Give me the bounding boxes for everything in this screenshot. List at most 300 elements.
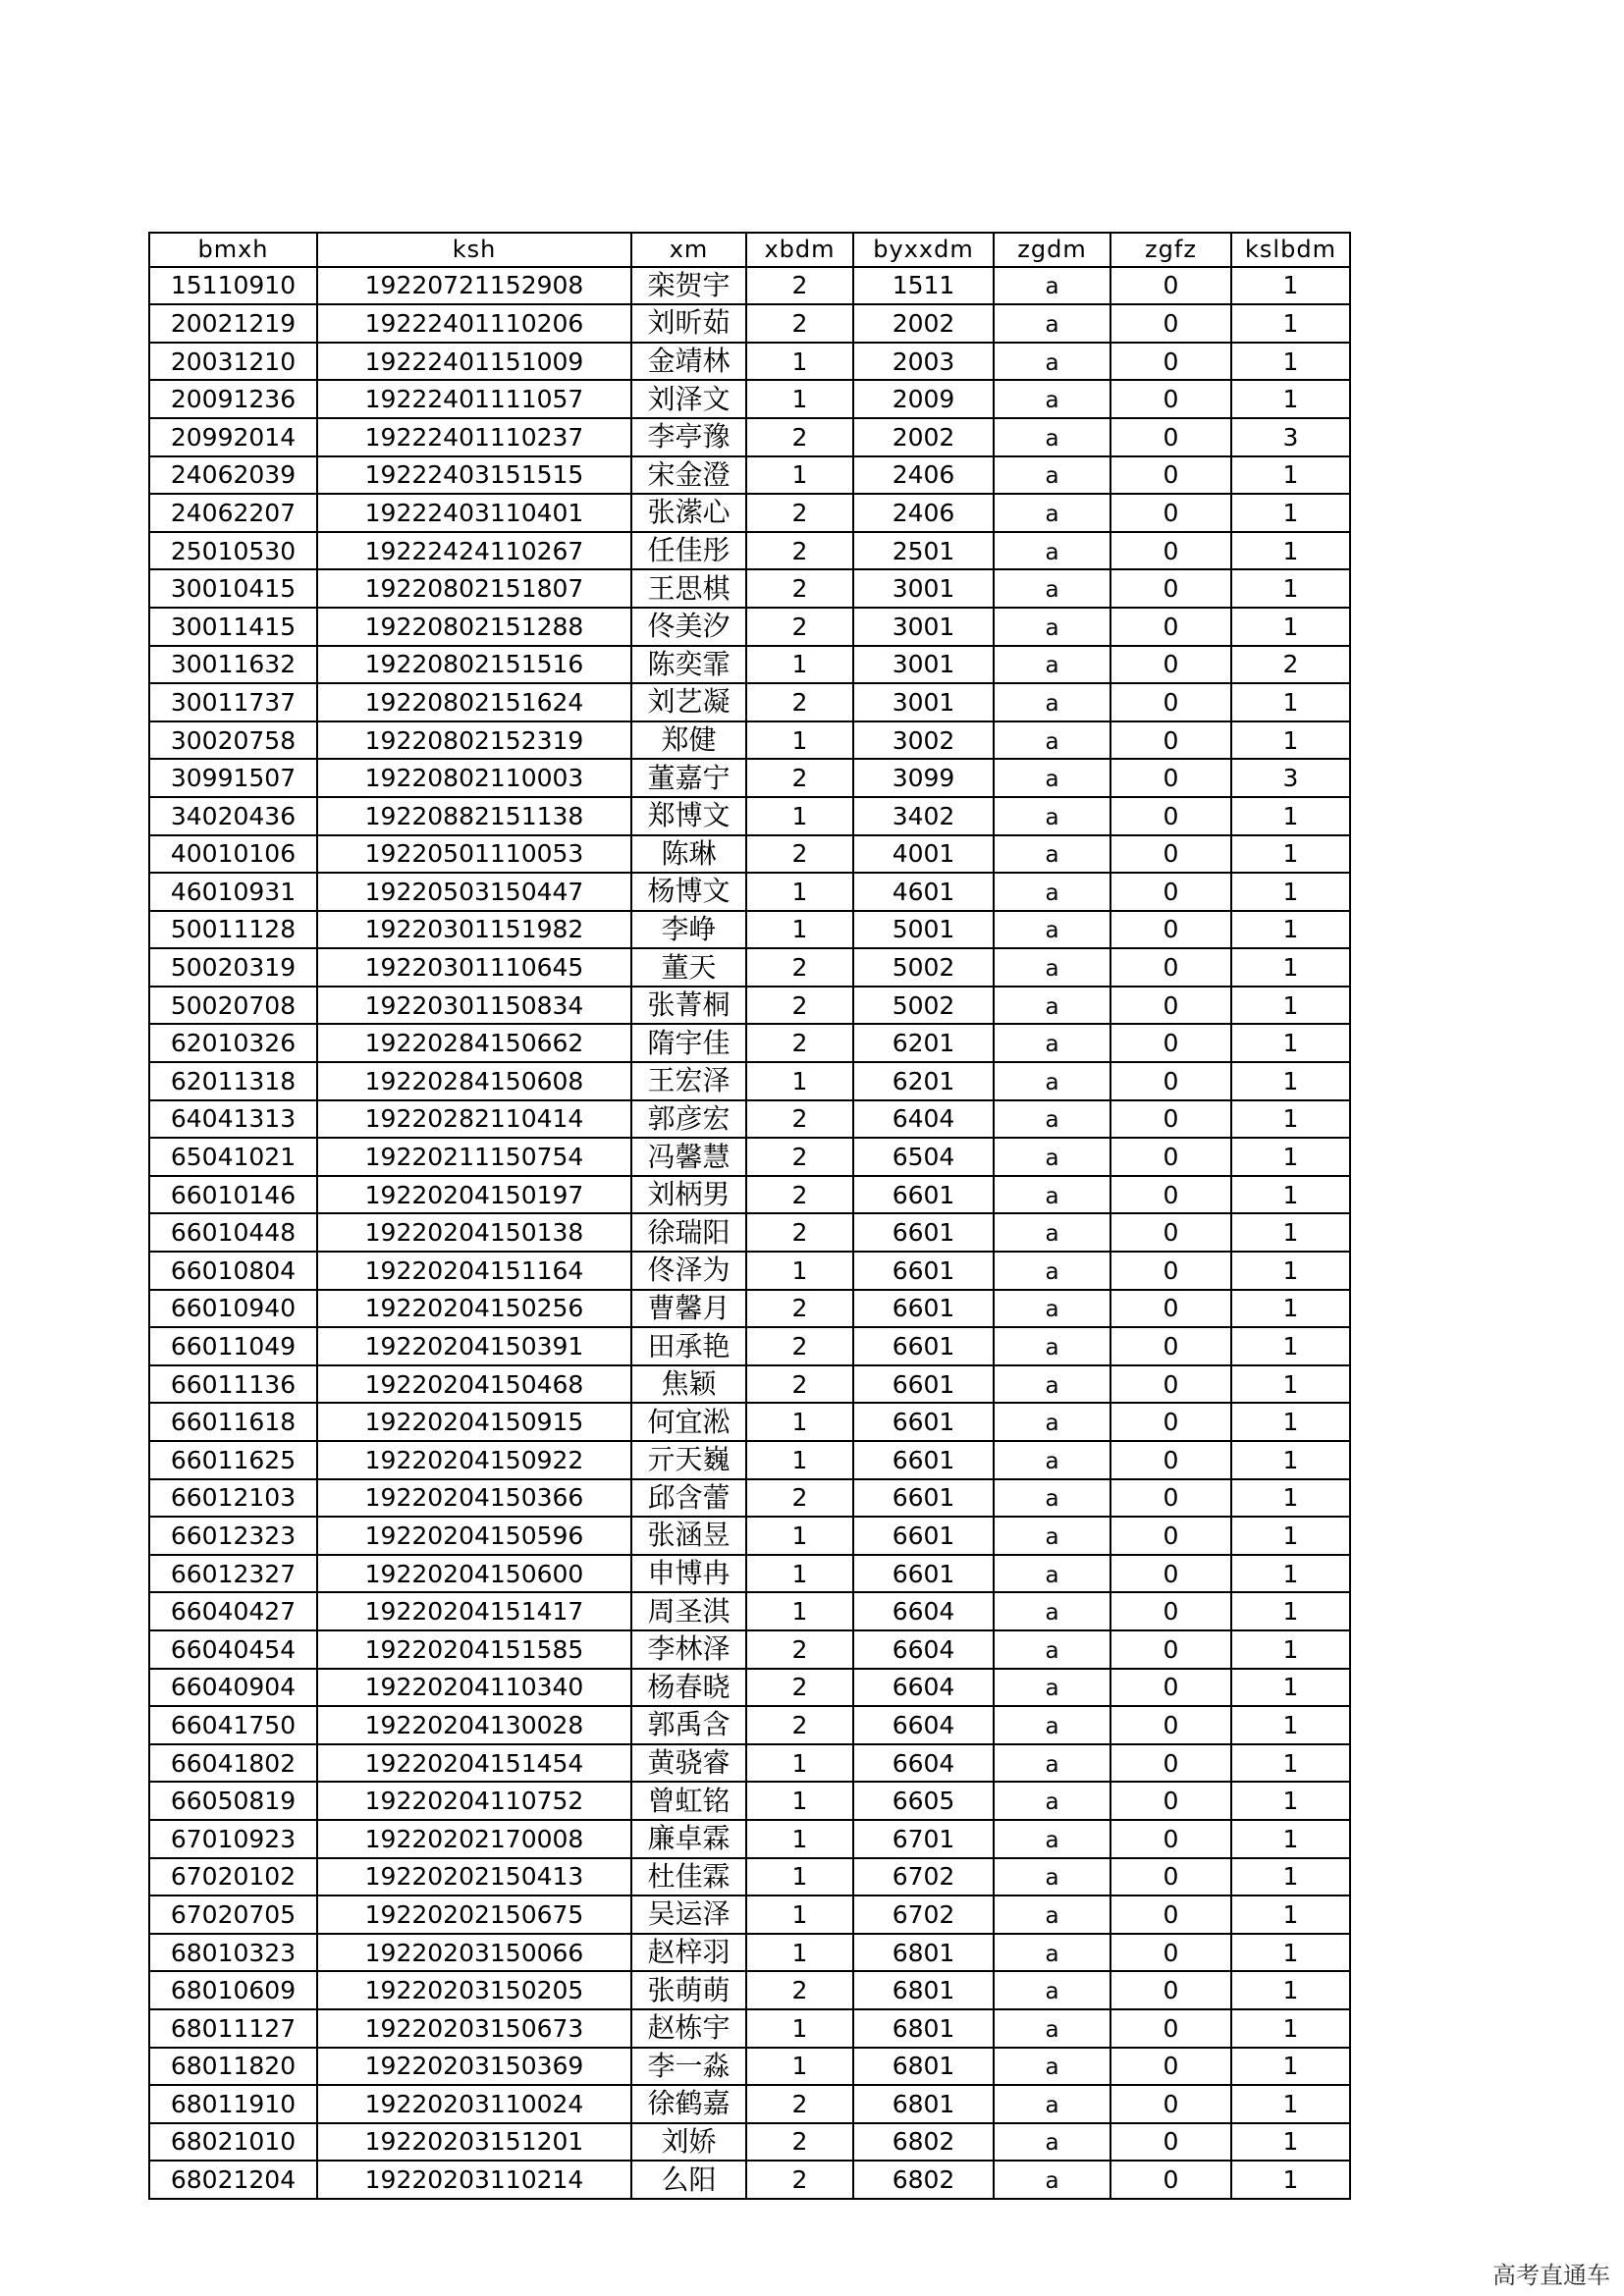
cell-xbdm: 2 [746,418,853,456]
cell-bmxh: 62010326 [149,1024,317,1062]
table-row [149,835,1350,874]
cell-zgfz: 0 [1110,267,1231,305]
cell-zgdm: a [994,948,1110,987]
cell-kslbdm: 1 [1231,987,1350,1025]
cell-kslbdm: 1 [1231,569,1350,608]
table-row [149,1820,1350,1858]
cell-kslbdm: 1 [1231,1024,1350,1062]
cell-xm: 黄骁睿 [631,1744,746,1783]
table-row [149,1024,1350,1062]
cell-kslbdm: 1 [1231,380,1350,418]
cell-ksh: 19220204151164 [317,1252,631,1290]
cell-zgfz: 0 [1110,1858,1231,1896]
cell-byxxdm: 2002 [853,304,994,343]
cell-zgfz: 0 [1110,1176,1231,1214]
cell-xbdm: 2 [746,532,853,570]
cell-ksh: 19220802151288 [317,608,631,646]
cell-byxxdm: 6601 [853,1213,994,1252]
cell-xbdm: 2 [746,1176,853,1214]
cell-bmxh: 30011415 [149,608,317,646]
table-row [149,646,1350,684]
cell-zgdm: a [994,2048,1110,2086]
cell-kslbdm: 1 [1231,1592,1350,1630]
cell-xm: 郑博文 [631,797,746,835]
cell-xbdm: 1 [746,1403,853,1441]
cell-bmxh: 66010146 [149,1176,317,1214]
cell-zgfz: 0 [1110,1782,1231,1820]
cell-kslbdm: 1 [1231,873,1350,911]
cell-bmxh: 66011049 [149,1327,317,1365]
cell-zgdm: a [994,343,1110,381]
cell-zgdm: a [994,1213,1110,1252]
cell-zgdm: a [994,797,1110,835]
cell-bmxh: 65041021 [149,1138,317,1176]
cell-kslbdm: 1 [1231,1365,1350,1404]
cell-zgdm: a [994,1062,1110,1100]
table-row [149,1858,1350,1896]
cell-ksh: 19220204150366 [317,1479,631,1518]
cell-xm: 郭彦宏 [631,1100,746,1139]
watermark-text: 高考直通车 [1492,2262,1610,2289]
table-row [149,2123,1350,2162]
cell-kslbdm: 1 [1231,1517,1350,1555]
cell-xm: 刘娇 [631,2123,746,2162]
cell-zgdm: a [994,1820,1110,1858]
cell-bmxh: 50020319 [149,948,317,987]
column-header-kslbdm: kslbdm [1231,233,1350,267]
cell-byxxdm: 6601 [853,1252,994,1290]
cell-bmxh: 30011737 [149,683,317,721]
cell-bmxh: 34020436 [149,797,317,835]
table-row [149,608,1350,646]
cell-byxxdm: 2002 [853,418,994,456]
cell-xbdm: 1 [746,797,853,835]
cell-xm: 郑健 [631,721,746,760]
cell-zgfz: 0 [1110,2123,1231,2162]
table-row [149,1479,1350,1518]
cell-byxxdm: 2406 [853,494,994,532]
cell-xm: 廉卓霖 [631,1820,746,1858]
cell-byxxdm: 6801 [853,1934,994,1972]
cell-zgfz: 0 [1110,1441,1231,1479]
cell-kslbdm: 1 [1231,948,1350,987]
cell-kslbdm: 1 [1231,2123,1350,2162]
cell-byxxdm: 6802 [853,2123,994,2162]
cell-zgdm: a [994,1138,1110,1176]
cell-zgdm: a [994,608,1110,646]
cell-byxxdm: 6604 [853,1592,994,1630]
cell-bmxh: 66040454 [149,1630,317,1669]
cell-bmxh: 66040904 [149,1669,317,1707]
cell-ksh: 19220721152908 [317,267,631,305]
cell-bmxh: 20091236 [149,380,317,418]
cell-byxxdm: 3099 [853,759,994,797]
cell-zgdm: a [994,1934,1110,1972]
cell-byxxdm: 1511 [853,267,994,305]
cell-xm: 李一淼 [631,2048,746,2086]
cell-ksh: 19220203151201 [317,2123,631,2162]
cell-xm: 杨春晓 [631,1669,746,1707]
cell-kslbdm: 1 [1231,532,1350,570]
cell-xm: 杜佳霖 [631,1858,746,1896]
cell-kslbdm: 1 [1231,456,1350,495]
cell-zgfz: 0 [1110,1744,1231,1783]
cell-bmxh: 68011127 [149,2009,317,2048]
cell-bmxh: 50020708 [149,987,317,1025]
table-row [149,1327,1350,1365]
cell-bmxh: 66050819 [149,1782,317,1820]
cell-bmxh: 67010923 [149,1820,317,1858]
cell-xm: 刘柄男 [631,1176,746,1214]
cell-zgfz: 0 [1110,380,1231,418]
cell-xbdm: 1 [746,343,853,381]
table-row [149,532,1350,570]
cell-zgdm: a [994,1024,1110,1062]
cell-kslbdm: 1 [1231,2009,1350,2048]
cell-zgfz: 0 [1110,1365,1231,1404]
cell-ksh: 19220202170008 [317,1820,631,1858]
cell-zgdm: a [994,646,1110,684]
cell-xbdm: 2 [746,1290,853,1328]
cell-zgdm: a [994,1555,1110,1593]
cell-ksh: 19220203150066 [317,1934,631,1972]
table-row [149,1290,1350,1328]
cell-zgfz: 0 [1110,721,1231,760]
cell-byxxdm: 6201 [853,1024,994,1062]
cell-ksh: 19222401111057 [317,380,631,418]
table-row [149,1782,1350,1820]
cell-zgfz: 0 [1110,1403,1231,1441]
cell-zgdm: a [994,1365,1110,1404]
table-row [149,1365,1350,1404]
cell-xbdm: 1 [746,1592,853,1630]
cell-bmxh: 68010609 [149,1971,317,2009]
cell-xbdm: 1 [746,1858,853,1896]
cell-zgfz: 0 [1110,343,1231,381]
cell-kslbdm: 1 [1231,911,1350,949]
cell-ksh: 19220204110340 [317,1669,631,1707]
table-row [149,873,1350,911]
cell-xbdm: 2 [746,1971,853,2009]
cell-xbdm: 1 [746,1062,853,1100]
cell-byxxdm: 6404 [853,1100,994,1139]
cell-xbdm: 2 [746,1365,853,1404]
cell-kslbdm: 1 [1231,1971,1350,2009]
table-row [149,1213,1350,1252]
cell-byxxdm: 6601 [853,1517,994,1555]
cell-zgfz: 0 [1110,1138,1231,1176]
table-row [149,1252,1350,1290]
table-row [149,1706,1350,1744]
cell-ksh: 19222403110401 [317,494,631,532]
cell-xm: 何宜淞 [631,1403,746,1441]
cell-xbdm: 1 [746,1441,853,1479]
cell-kslbdm: 3 [1231,418,1350,456]
cell-kslbdm: 1 [1231,721,1350,760]
cell-kslbdm: 1 [1231,304,1350,343]
cell-xm: 宋金澄 [631,456,746,495]
cell-ksh: 19220204150600 [317,1555,631,1593]
cell-xm: 申博冉 [631,1555,746,1593]
cell-xbdm: 1 [746,2048,853,2086]
cell-xm: 王宏泽 [631,1062,746,1100]
cell-zgdm: a [994,1592,1110,1630]
cell-bmxh: 68011820 [149,2048,317,2086]
cell-ksh: 19220211150754 [317,1138,631,1176]
cell-zgdm: a [994,873,1110,911]
cell-ksh: 19220204150922 [317,1441,631,1479]
cell-ksh: 19220204151417 [317,1592,631,1630]
cell-xbdm: 2 [746,1630,853,1669]
cell-ksh: 19220802110003 [317,759,631,797]
cell-zgdm: a [994,1176,1110,1214]
cell-ksh: 19222401110237 [317,418,631,456]
cell-zgdm: a [994,1858,1110,1896]
cell-kslbdm: 1 [1231,1669,1350,1707]
cell-xm: 杨博文 [631,873,746,911]
cell-byxxdm: 6601 [853,1327,994,1365]
cell-zgfz: 0 [1110,304,1231,343]
cell-kslbdm: 1 [1231,2085,1350,2123]
cell-kslbdm: 1 [1231,2161,1350,2199]
cell-ksh: 19220204150197 [317,1176,631,1214]
cell-zgdm: a [994,380,1110,418]
cell-ksh: 19222403151515 [317,456,631,495]
column-header-zgfz: zgfz [1110,233,1231,267]
cell-ksh: 19220204110752 [317,1782,631,1820]
cell-kslbdm: 1 [1231,1934,1350,1972]
cell-bmxh: 66011136 [149,1365,317,1404]
cell-zgfz: 0 [1110,456,1231,495]
column-header-bmxh: bmxh [149,233,317,267]
cell-kslbdm: 1 [1231,608,1350,646]
cell-ksh: 19220501110053 [317,835,631,874]
cell-kslbdm: 1 [1231,2048,1350,2086]
cell-xbdm: 2 [746,569,853,608]
cell-xm: 吴运泽 [631,1896,746,1934]
cell-xm: 金靖林 [631,343,746,381]
cell-zgdm: a [994,532,1110,570]
cell-xbdm: 1 [746,646,853,684]
cell-ksh: 19222401151009 [317,343,631,381]
cell-byxxdm: 6604 [853,1744,994,1783]
cell-zgfz: 0 [1110,646,1231,684]
cell-xm: 曹馨月 [631,1290,746,1328]
cell-kslbdm: 1 [1231,1441,1350,1479]
cell-xbdm: 2 [746,1479,853,1518]
cell-xbdm: 2 [746,1138,853,1176]
cell-xm: 邱含蕾 [631,1479,746,1518]
cell-ksh: 19220802151807 [317,569,631,608]
cell-xbdm: 1 [746,1896,853,1934]
table-row [149,267,1350,305]
table-row [149,1100,1350,1139]
column-header-ksh: ksh [317,233,631,267]
cell-zgdm: a [994,418,1110,456]
cell-byxxdm: 6701 [853,1820,994,1858]
cell-xbdm: 1 [746,1555,853,1593]
cell-zgfz: 0 [1110,1669,1231,1707]
table-row [149,2161,1350,2199]
cell-bmxh: 66040427 [149,1592,317,1630]
cell-zgfz: 0 [1110,1934,1231,1972]
cell-xm: 么阳 [631,2161,746,2199]
table-row [149,1630,1350,1669]
cell-zgfz: 0 [1110,494,1231,532]
cell-xm: 赵栋宇 [631,2009,746,2048]
cell-bmxh: 25010530 [149,532,317,570]
cell-ksh: 19220203110214 [317,2161,631,2199]
cell-ksh: 19220204151585 [317,1630,631,1669]
cell-zgdm: a [994,1782,1110,1820]
cell-zgfz: 0 [1110,532,1231,570]
cell-zgfz: 0 [1110,2048,1231,2086]
cell-kslbdm: 1 [1231,1252,1350,1290]
cell-zgdm: a [994,987,1110,1025]
cell-kslbdm: 1 [1231,343,1350,381]
cell-zgfz: 0 [1110,1820,1231,1858]
cell-xbdm: 2 [746,494,853,532]
cell-zgdm: a [994,304,1110,343]
cell-zgdm: a [994,1327,1110,1365]
cell-xbdm: 2 [746,1669,853,1707]
cell-zgfz: 0 [1110,1517,1231,1555]
cell-byxxdm: 3001 [853,646,994,684]
cell-byxxdm: 6801 [853,2009,994,2048]
cell-xm: 周圣淇 [631,1592,746,1630]
cell-bmxh: 30010415 [149,569,317,608]
cell-byxxdm: 4001 [853,835,994,874]
cell-zgfz: 0 [1110,1630,1231,1669]
column-header-xm: xm [631,233,746,267]
cell-zgdm: a [994,2123,1110,2162]
cell-ksh: 19220282110414 [317,1100,631,1139]
cell-zgdm: a [994,1706,1110,1744]
cell-ksh: 19220503150447 [317,873,631,911]
cell-zgdm: a [994,759,1110,797]
table-row [149,1592,1350,1630]
cell-zgdm: a [994,267,1110,305]
cell-xbdm: 1 [746,721,853,760]
cell-byxxdm: 6601 [853,1290,994,1328]
cell-byxxdm: 2003 [853,343,994,381]
cell-kslbdm: 1 [1231,835,1350,874]
cell-bmxh: 30011632 [149,646,317,684]
cell-bmxh: 66041802 [149,1744,317,1783]
cell-zgdm: a [994,569,1110,608]
cell-zgdm: a [994,683,1110,721]
cell-xbdm: 1 [746,456,853,495]
cell-zgdm: a [994,1441,1110,1479]
cell-xm: 隋宇佳 [631,1024,746,1062]
cell-bmxh: 66041750 [149,1706,317,1744]
table-row [149,2048,1350,2086]
cell-xbdm: 2 [746,2123,853,2162]
cell-byxxdm: 3001 [853,569,994,608]
table-row [149,1403,1350,1441]
cell-xm: 赵梓羽 [631,1934,746,1972]
cell-xm: 张菁桐 [631,987,746,1025]
cell-bmxh: 24062207 [149,494,317,532]
cell-bmxh: 20031210 [149,343,317,381]
cell-ksh: 19220802151624 [317,683,631,721]
cell-ksh: 19220204151454 [317,1744,631,1783]
cell-xbdm: 1 [746,1517,853,1555]
cell-xm: 陈奕霏 [631,646,746,684]
cell-zgfz: 0 [1110,873,1231,911]
cell-bmxh: 68010323 [149,1934,317,1972]
cell-byxxdm: 2406 [853,456,994,495]
cell-ksh: 19220203150205 [317,1971,631,2009]
table-row [149,987,1350,1025]
cell-bmxh: 64041313 [149,1100,317,1139]
cell-bmxh: 20021219 [149,304,317,343]
cell-kslbdm: 1 [1231,1213,1350,1252]
cell-xbdm: 1 [746,873,853,911]
cell-ksh: 19220203150369 [317,2048,631,2086]
cell-bmxh: 15110910 [149,267,317,305]
header-row [149,233,1350,267]
cell-zgfz: 0 [1110,1290,1231,1328]
cell-byxxdm: 6801 [853,2085,994,2123]
cell-byxxdm: 6601 [853,1176,994,1214]
cell-byxxdm: 6802 [853,2161,994,2199]
cell-ksh: 19220204150915 [317,1403,631,1441]
cell-ksh: 19220204150596 [317,1517,631,1555]
cell-bmxh: 66010448 [149,1213,317,1252]
cell-kslbdm: 1 [1231,267,1350,305]
cell-kslbdm: 1 [1231,1403,1350,1441]
table-row [149,2009,1350,2048]
cell-bmxh: 67020102 [149,1858,317,1896]
cell-xbdm: 2 [746,1213,853,1252]
table-row [149,948,1350,987]
cell-byxxdm: 6801 [853,1971,994,2009]
cell-xm: 董天 [631,948,746,987]
cell-kslbdm: 2 [1231,646,1350,684]
cell-byxxdm: 6201 [853,1062,994,1100]
cell-zgdm: a [994,1669,1110,1707]
cell-xm: 刘昕茹 [631,304,746,343]
cell-xbdm: 2 [746,683,853,721]
cell-byxxdm: 3001 [853,683,994,721]
cell-zgfz: 0 [1110,948,1231,987]
cell-xm: 李亭豫 [631,418,746,456]
cell-ksh: 19220284150662 [317,1024,631,1062]
table-row [149,683,1350,721]
cell-xm: 任佳彤 [631,532,746,570]
cell-xbdm: 2 [746,2161,853,2199]
table-row [149,1744,1350,1783]
cell-bmxh: 66012327 [149,1555,317,1593]
cell-zgfz: 0 [1110,2009,1231,2048]
cell-zgdm: a [994,1744,1110,1783]
cell-byxxdm: 5002 [853,987,994,1025]
cell-xbdm: 1 [746,911,853,949]
column-header-byxxdm: byxxdm [853,233,994,267]
cell-kslbdm: 1 [1231,1630,1350,1669]
cell-kslbdm: 1 [1231,1706,1350,1744]
table-row [149,1176,1350,1214]
cell-xm: 徐瑞阳 [631,1213,746,1252]
table-row [149,2085,1350,2123]
cell-zgfz: 0 [1110,418,1231,456]
cell-xbdm: 2 [746,1327,853,1365]
cell-xbdm: 2 [746,304,853,343]
table-row [149,721,1350,760]
cell-byxxdm: 6605 [853,1782,994,1820]
cell-kslbdm: 1 [1231,1138,1350,1176]
